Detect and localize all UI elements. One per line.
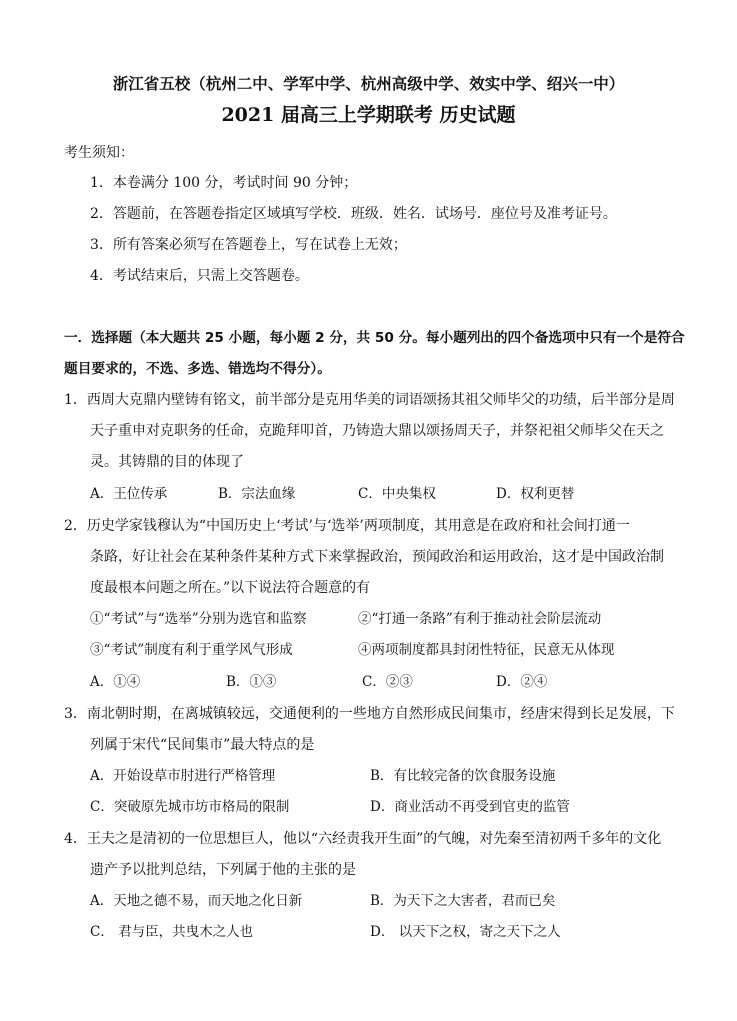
question-3-option-b: B．有比较完备的饮食服务设施 <box>370 768 556 784</box>
question-2-statement-2: ②“打通一条路”有利于推动社会阶层流动 <box>358 611 602 627</box>
question-2-statement-4: ④两项制度都具封闭性特征，民意无从体现 <box>358 642 615 658</box>
section-heading: 一．选择题（本大题共 25 小题，每小题 2 分，共 50 分。每小题列出的四个备选项中只有一个是符合 <box>64 330 685 346</box>
question-3-option-a: A．开始设草市肘进行严格管理 <box>90 768 276 784</box>
question-2-line: 2．历史学家钱穆认为“中国历史上‘考试’与‘选举’两项制度，其用意是在政府和社会间打通一 <box>64 518 630 534</box>
question-2-option-a: A．①④ <box>90 674 141 690</box>
exam-title-schools: 浙江省五校（杭州二中、学军中学、杭州高级中学、效实中学、绍兴一中） <box>112 75 625 93</box>
question-1-option-c: C．中央集权 <box>358 486 436 502</box>
question-1-line: 天子重申对克职务的任命，克跪拜叩首，乃铸造大鼎以颂扬周天子，并祭祀祖父师毕父在天之 <box>90 423 664 439</box>
question-2-option-c: C．②③ <box>362 674 413 690</box>
notice-item: 2．答题前，在答题卷指定区域填写学校．班级．姓名．试场号．座位号及准考证号。 <box>90 206 617 222</box>
question-4-option-a: A．天地之德不易，而天地之化日新 <box>90 893 303 909</box>
notice-item: 1．本卷满分 100 分，考试时间 90 分钟； <box>90 175 358 191</box>
question-2-option-b: B．①③ <box>226 674 277 690</box>
question-3-line: 列属于宋代“民间集市”最大特点的是 <box>90 737 315 753</box>
question-4-option-d: D． 以天下之权，寄之天下之人 <box>370 924 561 940</box>
question-1-option-a: A．王位传承 <box>90 486 168 502</box>
section-heading-cont: 题目要求的，不选、多选、错选均不得分）。 <box>64 361 331 377</box>
question-1-option-b: B．宗法血缘 <box>218 486 296 502</box>
question-4-line: 遗产予以批判总结，下列属于他的主张的是 <box>90 862 356 878</box>
question-3-option-c: C．突破原先城市坊市格局的限制 <box>90 799 290 815</box>
question-1-line: 灵。其铸鼎的目的体现了 <box>90 454 244 470</box>
question-2-statement-1: ①“考试”与“选举”分别为选官和监察 <box>90 611 307 627</box>
question-4-line: 4．王夫之是清初的一位思想巨人，他以“六经责我开生面”的气魄，对先秦至清初两千多年的文化 <box>64 831 662 847</box>
question-2-line: 度最根本问题之所在。”以下说法符合题意的有 <box>90 580 371 596</box>
question-1-line: 1．西周大克鼎内壁铸有铭文，前半部分是克用华美的词语颂扬其祖父师毕父的功绩，后半部分是周 <box>64 392 675 408</box>
question-3-option-d: D．商业活动不再受到官吏的监管 <box>370 799 570 815</box>
question-4-option-b: B．为天下之大害者，君而已矣 <box>370 893 556 909</box>
question-2-line: 条路，好让社会在某种条件某种方式下来掌握政治，预闻政治和运用政治，这才是中国政治制 <box>90 549 664 565</box>
question-1-option-d: D．权利更替 <box>496 486 575 502</box>
exam-title: 2021 届高三上学期联考 历史试题 <box>221 104 516 126</box>
question-2-statement-3: ③“考试”制度有利于重学风气形成 <box>90 642 293 658</box>
notice-item: 3．所有答案必须写在答题卷上，写在试卷上无效； <box>90 237 407 253</box>
question-4-option-c: C． 君与臣，共曳木之人也 <box>90 924 254 940</box>
question-2-option-d: D．②④ <box>496 674 548 690</box>
question-3-line: 3．南北朝时期，在离城镇较远，交通便利的一些地方自然形成民间集市，经唐宋得到长足发展，下 <box>64 706 675 722</box>
notice-item: 4．考试结束后，只需上交答题卷。 <box>90 268 309 284</box>
notice-heading: 考生须知： <box>64 145 134 161</box>
